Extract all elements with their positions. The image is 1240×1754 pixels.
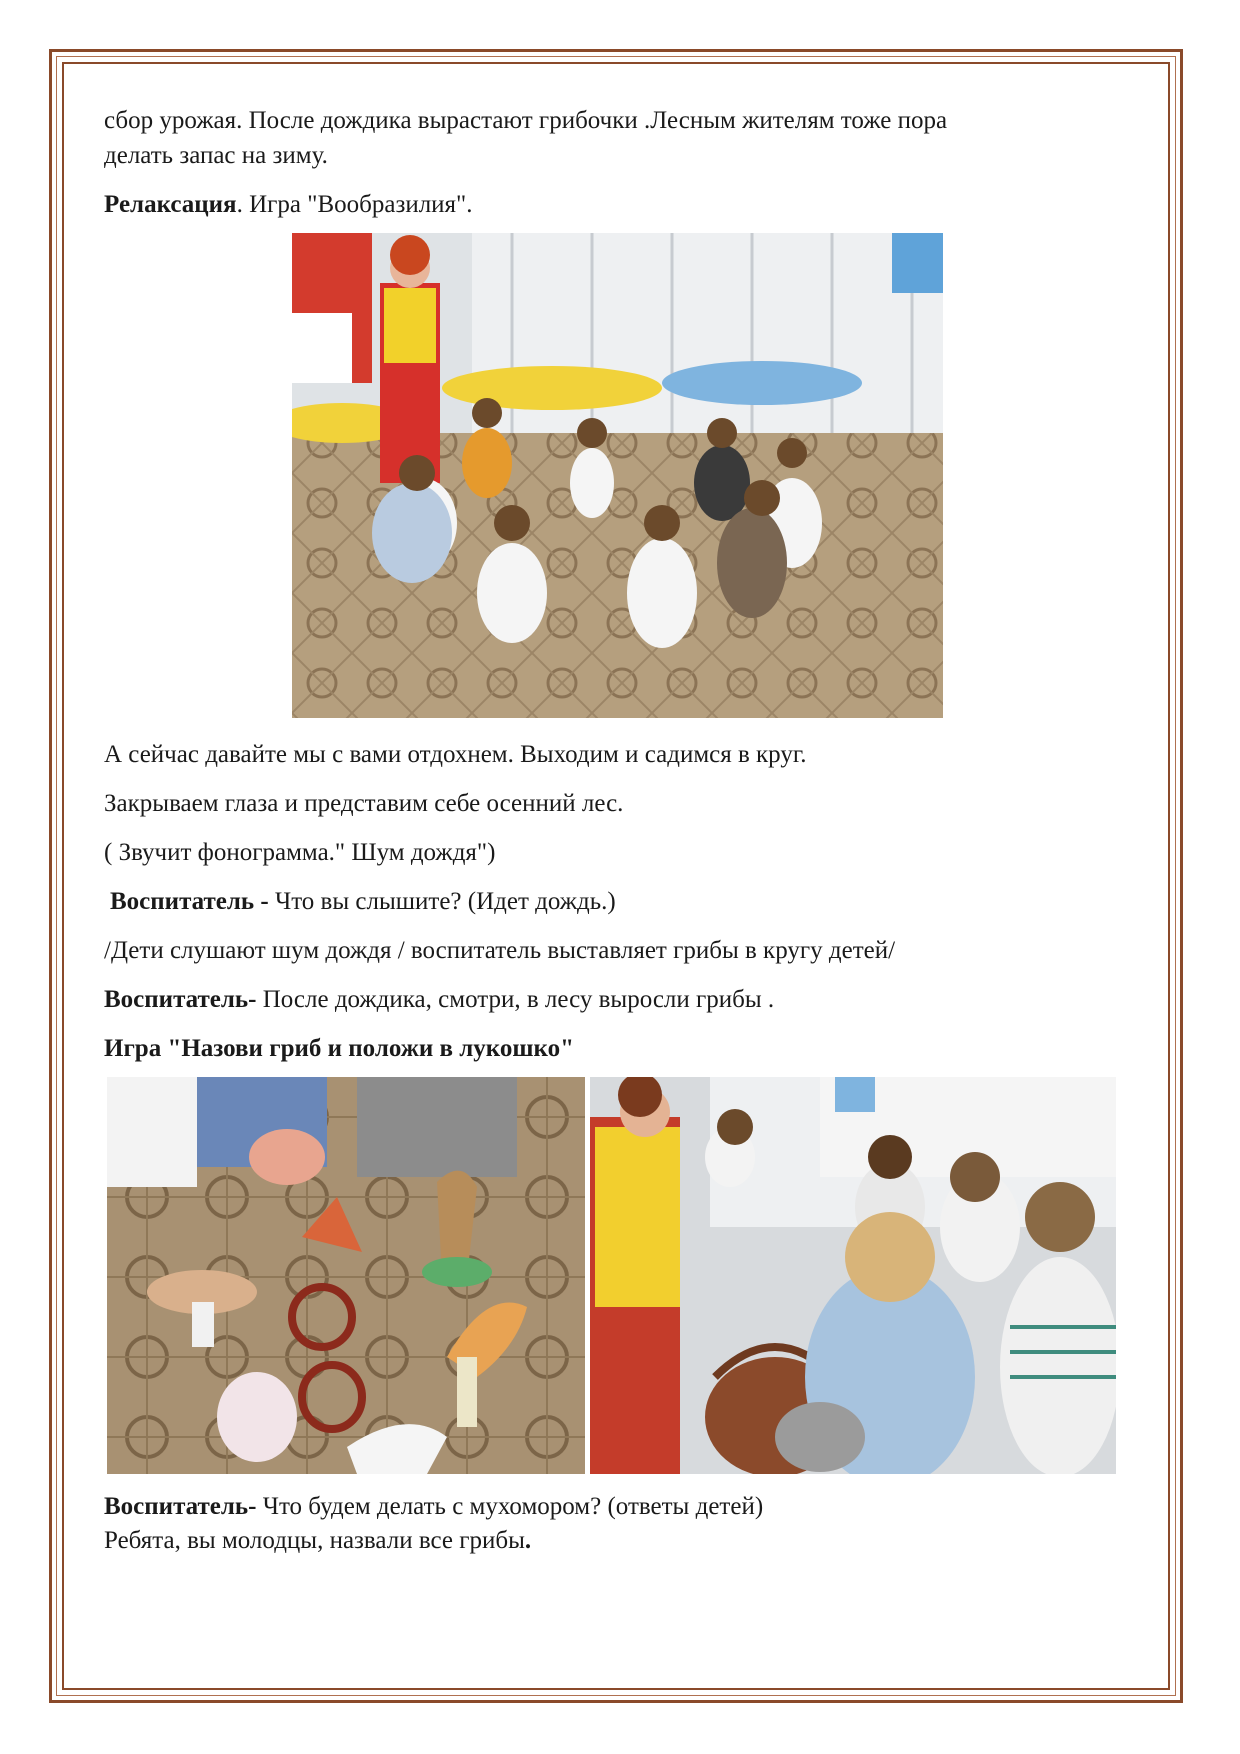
- teacher-line-3: [104, 1490, 763, 1524]
- teacher-text-2: После дождика, смотри, в лесу выросли грибы .: [256, 986, 775, 1013]
- game-title: [104, 1032, 574, 1066]
- teacher-line-2: [104, 983, 774, 1017]
- teacher-label-1: Воспитатель -: [110, 888, 275, 915]
- photo-paper-mushrooms-drawing: [107, 1077, 585, 1474]
- teacher-label-2: Воспитатель-: [104, 986, 257, 1013]
- teacher-label-3: Воспитатель-: [104, 1493, 257, 1520]
- final-dot: .: [524, 1527, 532, 1554]
- teacher-text-1: Что вы слышите? (Идет дождь.): [274, 888, 616, 915]
- line-sound: ( Звучит фонограмма." Шум дождя"): [104, 839, 496, 866]
- line-children: /Дети слушают шум дождя / воспитатель выставляет грибы в кругу детей/: [104, 937, 896, 964]
- teacher-line-1: [110, 885, 616, 919]
- photo-paper-mushrooms: [107, 1077, 585, 1474]
- game-title-text: Игра "Назови гриб и положи в лукошко": [104, 1035, 574, 1062]
- relaxation-game: . Игра "Вообразилия".: [236, 191, 473, 218]
- photo-basket-children-drawing: [590, 1077, 1116, 1474]
- teacher-text-3: Что будем делать с мухомором? (ответы детей): [256, 1493, 764, 1520]
- final-text: Ребята, вы молодцы, назвали все грибы: [104, 1527, 525, 1554]
- line-rest: А сейчас давайте мы с вами отдохнем. Выходим и садимся в круг.: [104, 741, 807, 768]
- line-close-eyes: Закрываем глаза и представим себе осенний лес.: [104, 790, 624, 817]
- intro-line-2: делать запас на зиму.: [104, 142, 328, 169]
- photo-basket-children: [590, 1077, 1116, 1474]
- relaxation-label: Релаксация: [104, 191, 237, 218]
- final-line: [104, 1524, 531, 1558]
- intro-line-1: сбор урожая. После дождика вырастают грибочки .Лесным жителям тоже пора: [104, 107, 948, 134]
- photo-children-circle-drawing: [292, 233, 943, 718]
- photo-children-circle: [292, 233, 943, 718]
- relaxation-heading: [104, 188, 473, 222]
